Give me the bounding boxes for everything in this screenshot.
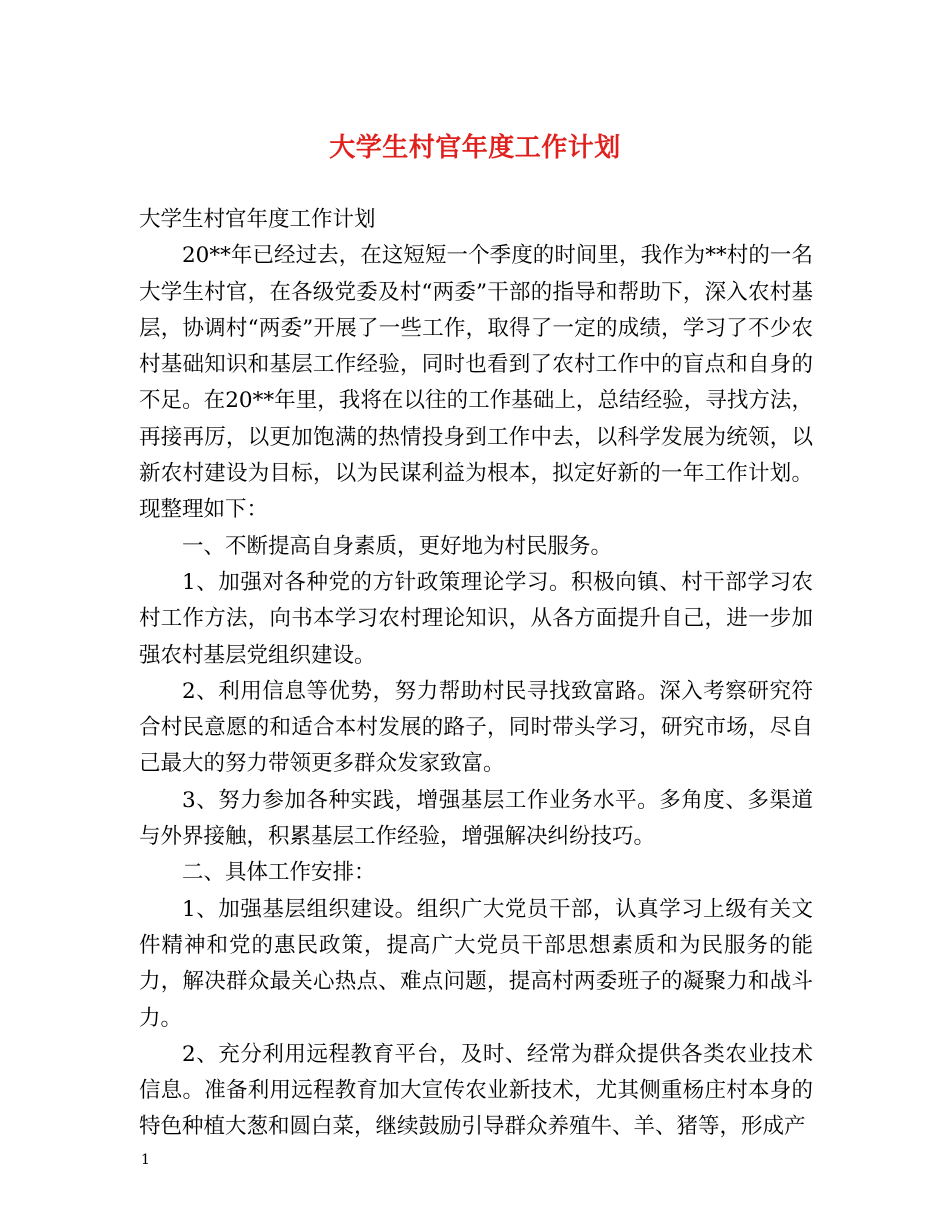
paragraph-intro: 20**年已经过去，在这短短一个季度的时间里，我作为**村的一名大学生村官，在各级党委及村“两委”干部的指导和帮助下，深入农村基层，协调村“两委”开展了一些工作，取得了一定的成绩，学习了不少农村基础知识和基层工作经验，同时也看到了农村工作中的盲点和自身的不足。在20**年里，我将在以往的工作基础上，总结经验，寻找方法，再接再厉，以更加饱满的热情投身到工作中去，以科学发展为统领，以新农村建设为目标，以为民谋利益为根本，拟定好新的一年工作计划。现整理如下： [139,243,813,523]
page-number: 1 [141,1152,150,1168]
paragraph-item: 2、利用信息等优势，努力帮助村民寻找致富路。深入考察研究符合村民意愿的和适合本村发展的路子，同时带头学习，研究市场，尽自己最大的努力带领更多群众发家致富。 [139,678,813,777]
paragraph-item: 1、加强基层组织建设。组织广大党员干部，认真学习上级有关文件精神和党的惠民政策，提高广大党员干部思想素质和为民服务的能力，解决群众最关心热点、难点问题，提高村两委班子的凝聚力和战斗力。 [139,896,813,1031]
paragraph-item: 2、充分利用远程教育平台，及时、经常为群众提供各类农业技术信息。准备利用远程教育加大宣传农业新技术，尤其侧重杨庄村本身的特色种植大葱和圆白菜，继续鼓励引导群众养殖牛、羊、猪等，形成产 [139,1041,813,1140]
section-heading-one: 一、不断提高自身素质，更好地为村民服务。 [182,533,613,559]
paragraph-heading: 大学生村官年度工作计划 [139,207,376,232]
section-heading-two: 二、具体工作安排： [182,860,376,886]
paragraph-item: 3、努力参加各种实践，增强基层工作业务水平。多角度、多渠道与外界接触，积累基层工作经验，增强解决纠纷技巧。 [139,787,813,850]
paragraph-item: 1、加强对各种党的方针政策理论学习。积极向镇、村干部学习农村工作方法，向书本学习农村理论知识，从各方面提升自己，进一步加强农村基层党组织建设。 [139,569,813,668]
document-body [139,202,813,1146]
document-title: 大学生村官年度工作计划 [329,133,621,163]
